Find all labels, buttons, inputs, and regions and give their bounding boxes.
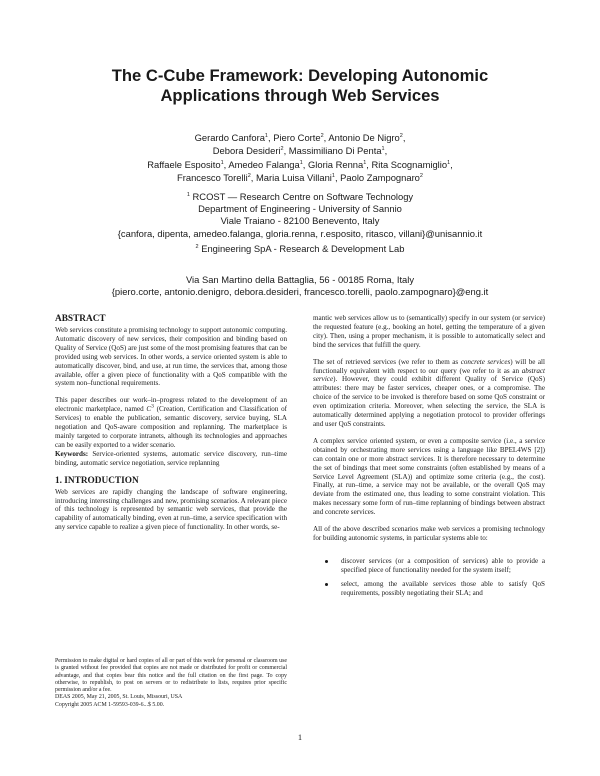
author-line-2 (80, 144, 520, 157)
affiliation-line: Via San Martino della Battaglia, 56 - 00185 Roma, Italy (185, 274, 415, 286)
author-affil-marker: 2 (419, 173, 423, 180)
author-name: , Maria Luisa Villani (250, 172, 332, 184)
author-separator: , (384, 145, 388, 157)
author-name: Raffaele Esposito (147, 158, 221, 170)
term-concrete-services: concrete services (460, 357, 511, 366)
author-affil-marker: 1 (331, 173, 335, 180)
author-affil-marker: 1 (381, 146, 385, 153)
c-cube-name: C (146, 405, 152, 414)
keywords-text: Service-oriented systems, automatic service discovery, run–time binding, automatic service negotiation, service replanning (55, 449, 287, 467)
affiliation-line (50, 191, 550, 203)
abstract-heading: ABSTRACT (55, 314, 106, 324)
text-run: ) will be all functionally equivalent with respect to our query (we refer to it as an (313, 357, 545, 375)
author-name: , Paolo Zampognaro (334, 172, 420, 184)
body-paragraph: A complex service oriented system, or even a composite service (i.e., a service obtained by orchestrating more services using a language like BPEL4WS [2]) can contain one or more abstract services. It is therefore necessary to determine the set of bindings that meet some constraints (often established by means of a Service Level Agreement (SLA)) and optimize some criteria (e.g., the cost). Finally, at run–time, a service may not be available, or the overall QoS may deviate from the estimated one, thus leading to some constraint violation. This makes necessary some form of run–time replanning of bindings between abstract and concrete services. (313, 436, 545, 517)
author-affil-marker: 2 (399, 132, 403, 139)
author-name: , Piero Corte (267, 132, 321, 143)
affiliation-marker: 2 (195, 243, 199, 250)
right-column (313, 314, 545, 602)
author-name: , Amedeo Falanga (223, 158, 300, 170)
c-cube-exponent: 3 (151, 403, 154, 410)
author-line-4 (80, 171, 520, 184)
author-affil-marker: 1 (299, 159, 303, 166)
text-run: ). However, they could exhibit different Quality of Service (QoS) attributes: there may be faster services, cheaper ones, or a compromise. The choice of the service to be invoked is therefore based on some QoS constraint or even optimization criteria. Moreover, when selecting the service, the SLA is automatically determined applying a negotiation protocol to provider offerings and user QoS constraints. (313, 375, 545, 428)
author-affil-marker: 1 (264, 132, 268, 139)
page-number: 1 (297, 732, 303, 742)
abstract-paragraph: Web services constitute a promising technology to support autonomic computing. Automatic discovery of new services, their composition and binding based on Quality of Service (QoS) are just some of the most promising features that can be provided using web services. In other words, a service oriented system is able to automatically discover, bind, and use, at run time, the services that, among those available, offer a given piece of functionality with a QoS compatible with the system non–functional requirements. (55, 326, 287, 388)
author-name: , Rita Scognamiglio (366, 158, 448, 170)
bullet-icon (325, 560, 328, 563)
author-separator: , (450, 158, 453, 170)
body-paragraph: All of the above described scenarios make web services a promising technology for building autonomic systems, in particular systems able to: (313, 525, 545, 542)
author-affil-marker: 2 (247, 173, 251, 180)
author-name: Gerardo Canfora (194, 132, 265, 143)
author-affil-marker: 2 (320, 132, 324, 139)
author-name: , Massimiliano Di Penta (283, 145, 382, 157)
author-name: Debora Desideri (212, 145, 281, 157)
list-item-text: select, among the available services those able to satisfy QoS requirements, possibly negotiating their SLA; and (341, 579, 545, 597)
title-line-1: The C-Cube Framework: Developing Autonomic (111, 66, 489, 85)
author-line-3 (80, 158, 520, 171)
author-name: , Gloria Renna (302, 158, 364, 170)
permission-text: Permission to make digital or hard copies of all or part of this work for personal or classroom use is granted without fee provided that copies are not made or distributed for profit or commercial advantage, and that copies bear this notice and the full citation on the first page. To copy otherwise, to republish, to post on servers or to redistribute to lists, requires prior specific permission and/or a fee. (55, 658, 287, 694)
list-item-text: discover services (or a composition of services) able to provide a specified piece of functionality needed for the system itself; (341, 556, 545, 574)
copyright-line: Copyright 2005 ACM 1-59593-039-6...$ 5.00. (55, 701, 165, 708)
affiliation-emails: {canfora, dipenta, amedeo.falanga, gloria.renna, r.esposito, ritasco, villani}@unisannio.it (117, 227, 483, 239)
bullet-icon (325, 583, 328, 586)
affiliation-rcost (50, 191, 550, 240)
keywords (55, 450, 287, 468)
author-name: Francesco Torelli (177, 172, 248, 184)
author-name: , Antonio De Nigro (323, 132, 400, 143)
affiliation-line (50, 243, 550, 255)
list-item (313, 557, 545, 575)
list-item (313, 580, 545, 598)
affiliation-marker: 1 (186, 191, 190, 198)
term-abstract-service: abstract service (313, 366, 545, 384)
author-affil-marker: 1 (447, 159, 451, 166)
affiliation-engineering (50, 243, 550, 299)
body-paragraph: mantic web services allow us to (semantically) specify in our system (or service) the requested feature (e.g., booking an hotel, getting the temperature of a given city). Then, using a proper mechanism, it is possible to automatically select and bind the services that fulfill the query. (313, 314, 545, 349)
author-separator: , (402, 132, 406, 143)
abstract-paragraph (55, 396, 287, 449)
affiliation-name: Engineering SpA - Research & Development Lab (201, 243, 405, 254)
affiliation-spacer (50, 255, 550, 274)
venue-line: DEAS 2005, May 21, 2005, St. Louis, Missouri, USA (55, 694, 183, 701)
text-run: This paper describes our work–in–progress related to the development of an electronic marketplace, named (55, 396, 287, 414)
introduction-paragraph: Web services are rapidly changing the landscape of software engineering, introducing interesting challenges and new, promising scenarios. A relevant piece of this technology is represented by semantic web services, that provide the capability of automatically binding, even at run–time, a service specification with any service capable to realize a given piece of functionality. In other words, se- (55, 487, 287, 532)
text-run: (Creation, Certification and Classification of Services) to enable the publication, semantic discovery, service buying, SLA negotiation and QoS-aware composition and replanning. The marketplace is mainly targeted to corporate intranets, although its technologies and approaches can be easily exported to a wider scenario. (55, 405, 287, 449)
author-affil-marker: 1 (220, 159, 224, 166)
capability-list (313, 557, 545, 598)
author-list (80, 131, 520, 185)
text-run: The set of retrieved services (we refer to them as (313, 357, 461, 366)
keywords-label: Keywords: (55, 449, 89, 458)
permission-notice (55, 658, 287, 709)
introduction-heading: 1. INTRODUCTION (55, 475, 139, 486)
title-line-2: Applications through Web Services (160, 86, 440, 105)
affiliation-emails: {piero.corte, antonio.denigro, debora.desideri, francesco.torelli, paolo.zampognaro}@eng.it (111, 286, 489, 298)
author-line-1 (80, 131, 520, 144)
paper-title (60, 66, 540, 106)
affiliation-line: Viale Traiano - 82100 Benevento, Italy (220, 215, 380, 227)
body-paragraph (313, 358, 545, 429)
author-affil-marker: 1 (363, 159, 367, 166)
affiliation-line: Department of Engineering - University of Sannio (198, 203, 402, 215)
left-column (55, 314, 287, 540)
author-affil-marker: 2 (280, 146, 284, 153)
affiliation-name: RCOST — Research Centre on Software Technology (192, 191, 414, 202)
